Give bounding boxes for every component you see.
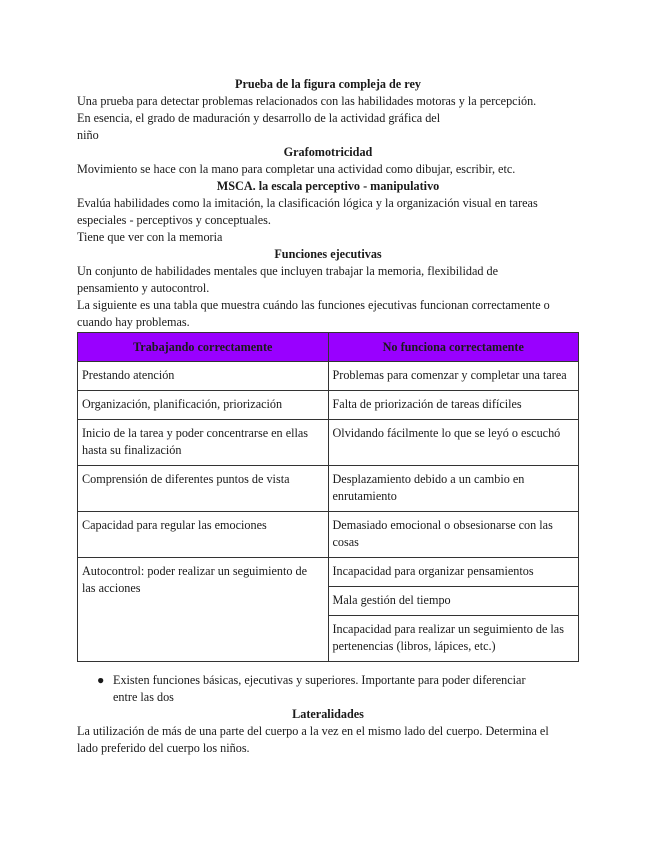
- paragraph: Movimiento se hace con la mano para completar una actividad como dibujar, escribir, etc.: [77, 162, 516, 176]
- table-cell: Inicio de la tarea y poder concentrarse en ellas hasta su finalización: [78, 420, 329, 466]
- heading-figura-rey: Prueba de la figura compleja de rey: [235, 77, 421, 91]
- bullet-text: entre las dos: [113, 690, 174, 704]
- table-cell: Comprensión de diferentes puntos de vista: [78, 466, 329, 512]
- paragraph: La utilización de más de una parte del cuerpo a la vez en el mismo lado del cuerpo. Determina el: [77, 724, 549, 738]
- paragraph: especiales - perceptivos y conceptuales.: [77, 213, 271, 227]
- table-row: [78, 391, 579, 420]
- table-header-working: Trabajando correctamente: [78, 333, 329, 362]
- table-cell: Organización, planificación, priorización: [78, 391, 329, 420]
- paragraph: lado preferido del cuerpo los niños.: [77, 741, 250, 755]
- heading-lateralidades: Lateralidades: [292, 707, 364, 721]
- bullet-icon: ●: [97, 673, 105, 687]
- list-item: [97, 672, 579, 706]
- table-row: [78, 512, 579, 558]
- paragraph: Un conjunto de habilidades mentales que incluyen trabajar la memoria, flexibilidad de: [77, 264, 499, 278]
- bullet-list: [77, 672, 579, 706]
- document-page: [77, 76, 579, 757]
- paragraph: En esencia, el grado de maduración y desarrollo de la actividad gráfica del: [77, 111, 441, 125]
- table-cell: Olvidando fácilmente lo que se leyó o escuchó: [328, 420, 579, 466]
- heading-msca: MSCA. la escala perceptivo - manipulativo: [216, 179, 440, 193]
- table-cell: Mala gestión del tiempo: [328, 587, 579, 616]
- heading-funciones-ejecutivas: Funciones ejecutivas: [274, 247, 382, 261]
- table-row: [78, 558, 579, 587]
- paragraph: cuando hay problemas.: [77, 315, 190, 329]
- table-row: [78, 362, 579, 391]
- table-cell: Falta de priorización de tareas difíciles: [328, 391, 579, 420]
- table-cell: Autocontrol: poder realizar un seguimiento de las acciones: [78, 558, 329, 662]
- paragraph: Tiene que ver con la memoria: [77, 230, 223, 244]
- table-header-not-working: No funciona correctamente: [328, 333, 579, 362]
- table-cell: Problemas para comenzar y completar una tarea: [328, 362, 579, 391]
- table-cell: Incapacidad para realizar un seguimiento de las pertenencias (libros, lápices, etc.): [328, 616, 579, 662]
- table-cell: Desplazamiento debido a un cambio en enrutamiento: [328, 466, 579, 512]
- heading-grafomotricidad: Grafomotricidad: [283, 145, 373, 159]
- table-row: [78, 420, 579, 466]
- table-cell: Capacidad para regular las emociones: [78, 512, 329, 558]
- bullet-text: Existen funciones básicas, ejecutivas y superiores. Importante para poder diferenciar: [113, 673, 526, 687]
- table-cell: Demasiado emocional o obsesionarse con las cosas: [328, 512, 579, 558]
- table-cell: Incapacidad para organizar pensamientos: [328, 558, 579, 587]
- paragraph: Una prueba para detectar problemas relacionados con las habilidades motoras y la percepción.: [77, 94, 537, 108]
- paragraph: niño: [77, 128, 99, 142]
- table-header-row: [78, 333, 579, 362]
- table-cell: Prestando atención: [78, 362, 329, 391]
- table-row: [78, 466, 579, 512]
- paragraph: pensamiento y autocontrol.: [77, 281, 210, 295]
- paragraph: Evalúa habilidades como la imitación, la clasificación lógica y la organización visual en tareas: [77, 196, 538, 210]
- paragraph: La siguiente es una tabla que muestra cuándo las funciones ejecutivas funcionan correctamente o: [77, 298, 550, 312]
- executive-functions-table: [77, 332, 579, 662]
